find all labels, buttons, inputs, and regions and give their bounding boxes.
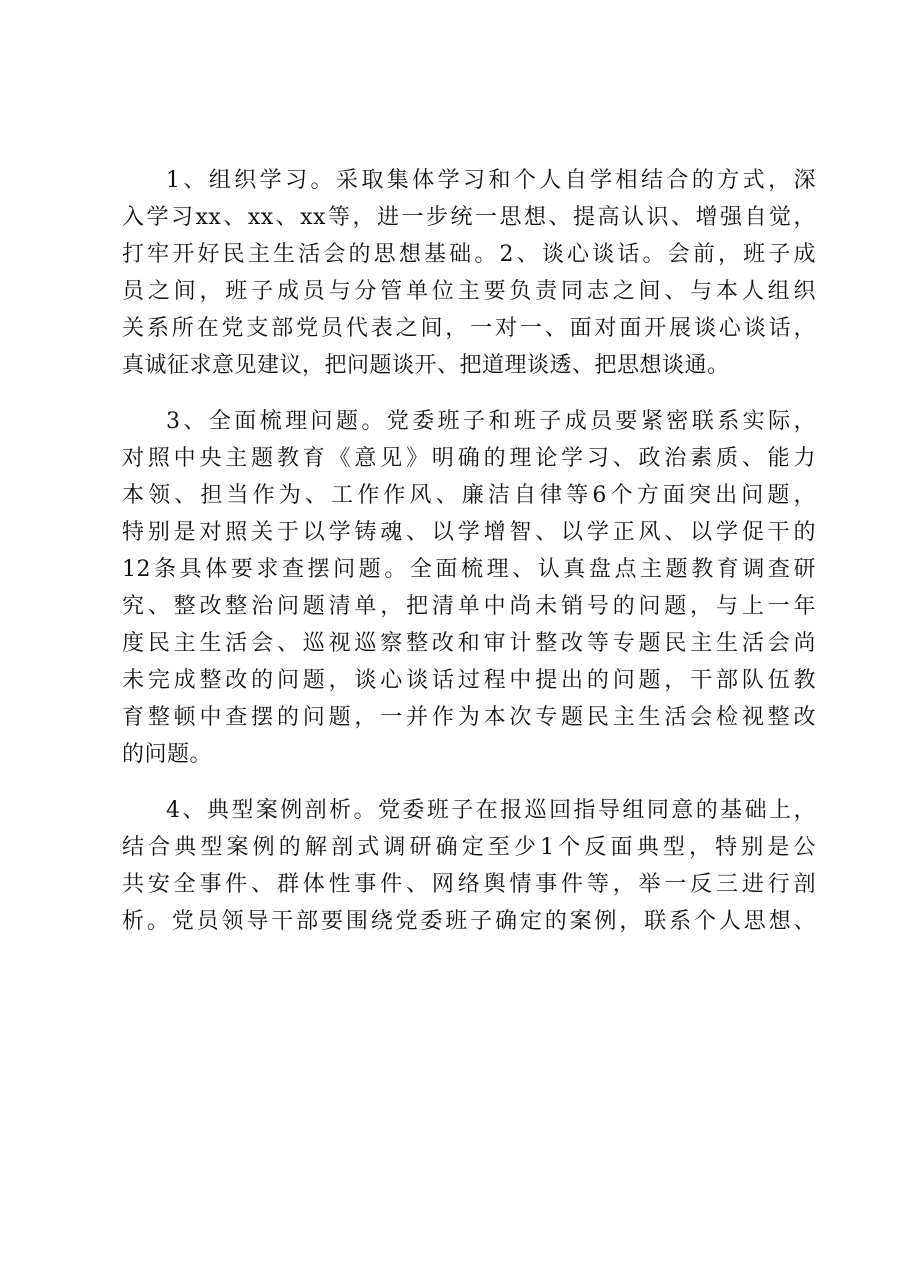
paragraph-2-line-4: 特别是对照关于以学铸魂、以学增智、以学正风、以学促干的 bbox=[122, 520, 816, 545]
paragraph-2-line-2: 对照中央主题教育《意见》明确的理论学习、政治素质、能力 bbox=[122, 446, 816, 471]
paragraph-2 bbox=[122, 403, 816, 773]
paragraph-3-line-3: 共安全事件、群体性事件、网络舆情事件等，举一反三进行剖 bbox=[122, 872, 816, 897]
paragraph-3-line-2: 结合典型案例的解剖式调研确定至少1个反面典型，特别是公 bbox=[122, 835, 816, 860]
paragraph-2-line-3: 本领、担当作为、工作作风、廉洁自律等6个方面突出问题， bbox=[122, 483, 816, 508]
paragraph-1-line-4: 员之间，班子成员与分管单位主要负责同志之间、与本人组织 bbox=[122, 279, 816, 304]
paragraph-3-line-4: 析。党员领导干部要围绕党委班子确定的案例，联系个人思想、 bbox=[122, 909, 816, 934]
paragraph-1-line-1: 1、组织学习。采取集体学习和个人自学相结合的方式，深 bbox=[166, 168, 816, 193]
paragraph-2-line-10: 的问题。 bbox=[122, 742, 213, 767]
paragraph-2-line-1: 3、全面梳理问题。党委班子和班子成员要紧密联系实际， bbox=[166, 409, 816, 434]
paragraph-3 bbox=[122, 792, 816, 940]
paragraph-1-line-5: 关系所在党支部党员代表之间，一对一、面对面开展谈心谈话， bbox=[122, 316, 816, 341]
paragraph-2-line-7: 度民主生活会、巡视巡察整改和审计整改等专题民主生活会尚 bbox=[122, 631, 816, 656]
paragraph-2-line-5: 12条具体要求查摆问题。全面梳理、认真盘点主题教育调查研 bbox=[122, 557, 816, 582]
paragraph-3-line-1: 4、典型案例剖析。党委班子在报巡回指导组同意的基础上， bbox=[166, 798, 816, 823]
paragraph-2-line-9: 育整顿中查摆的问题，一并作为本次专题民主生活会检视整改 bbox=[122, 705, 816, 730]
paragraph-1-line-3: 打牢开好民主生活会的思想基础。2、谈心谈话。会前，班子成 bbox=[122, 242, 816, 267]
paragraph-2-line-6: 究、整改整治问题清单，把清单中尚未销号的问题，与上一年 bbox=[122, 594, 816, 619]
paragraph-1-line-6: 真诚征求意见建议，把问题谈开、把道理谈透、把思想谈通。 bbox=[122, 353, 730, 378]
paragraph-2-line-8: 未完成整改的问题，谈心谈话过程中提出的问题，干部队伍教 bbox=[122, 668, 816, 693]
paragraph-1-line-2: 入学习xx、xx、xx等，进一步统一思想、提高认识、增强自觉， bbox=[122, 205, 816, 230]
paragraph-1 bbox=[122, 162, 816, 384]
